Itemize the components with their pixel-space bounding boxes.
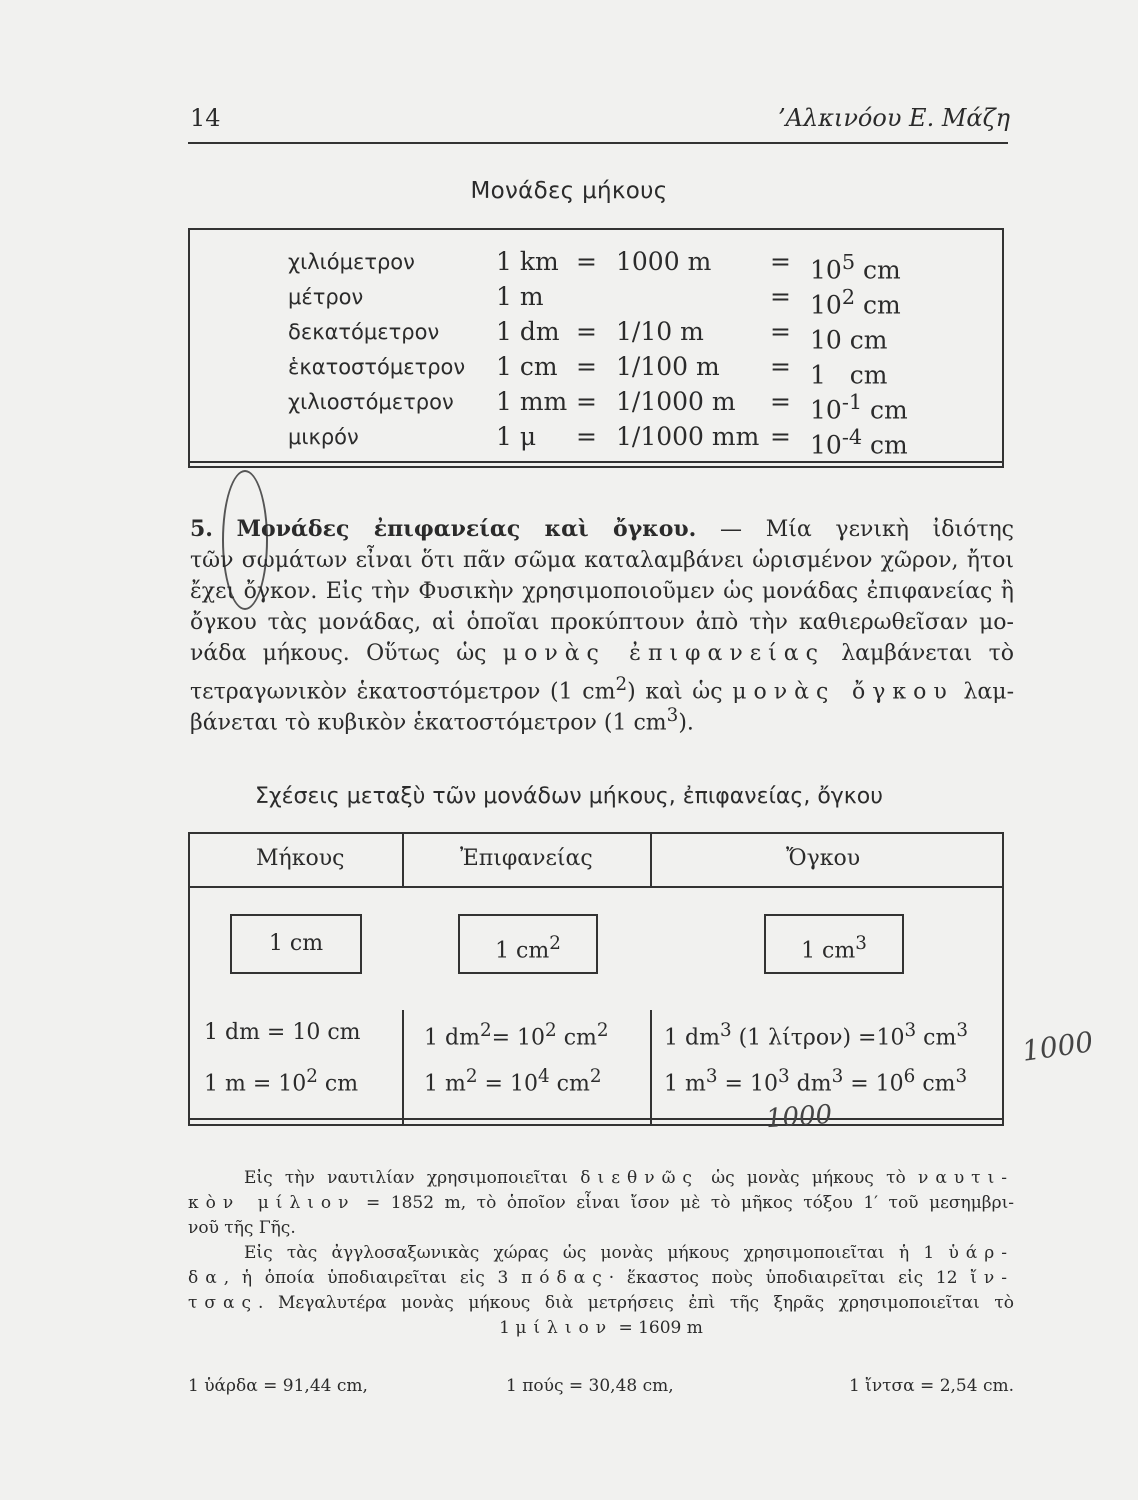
length-row-1: 1 dm = 10 cm (204, 1020, 361, 1045)
column-divider (650, 1010, 652, 1124)
unit-fraction: 1/1000 mm (616, 422, 760, 451)
relations-table (188, 832, 1004, 1126)
length-unit-row (188, 384, 1004, 425)
cm-value: $10^{-1}$ cm (810, 390, 908, 425)
col-header-length: Μήκους (256, 846, 345, 871)
length-unit-row (188, 419, 1004, 460)
para-line: νάδα μήκους. Οὕτως ὡς μονὰς ἐπιφανείας λαμβάνεται τὸ (190, 641, 1015, 666)
section-number: 5. (190, 516, 213, 542)
unit-box-area: 1 $cm^2$ (458, 914, 598, 974)
col-header-area: Ἐπιφανείας (460, 846, 593, 871)
section-5-paragraph: 5. Μονάδες ἐπιφανείας καὶ ὄγκου. — Μία γενικὴ ἰδιότης τῶν σωμάτων εἶναι ὅτι πᾶν σῶμα καταλαμβάνει ὡρισμένον χῶρον, ἤτοι ἔχει ὄγκον. Εἰς τὴν Φυσικὴν χρησιμοποιοῦμεν ὡς μονάδας ἐπιφανείας ἢ ὄγκου τὰς μονάδας, αἱ ὁποῖαι προκύπτουν ἀπὸ τὴν καθιερωθεῖσαν μο- νάδα μήκους. Οὕτως ὡς μονὰς ἐπιφανείας λαμβάνεται τὸ τετραγωνικὸν ἑκατοστόμετρον (1 $cm^2$) καὶ ὡς μονὰς ὄγκου λαμ- βάνεται τὸ κυβικὸν ἑκατοστόμετρον (1 $cm^3$). (190, 516, 1015, 736)
length-row-2: 1 $m = 10^2$ cm (204, 1066, 359, 1097)
note-line: νοῦ τῆς Γῆς. (188, 1218, 296, 1238)
note-line: Εἰς τὰς ἀγγλοσαξωνικὰς χώρας ὡς μονὰς μήκους χρησιμοποιεῖται ἡ 1 ὑάρ- (244, 1243, 1014, 1263)
page-number: 14 (190, 104, 221, 132)
cm-value: 10 cm (810, 325, 888, 355)
cm-value: $10^{-4}$ cm (810, 425, 908, 460)
note-line: Εἰς τὴν ναυτιλίαν χρησιμοποιεῖται διεθνῶς ὡς μονὰς μήκους τὸ ναυτι- (244, 1168, 1014, 1188)
header-rule (190, 886, 1002, 888)
length-unit-row (188, 314, 1004, 355)
cm-value: $10^5$ cm (810, 250, 901, 285)
unit-name: χιλιοστόμετρον (288, 390, 454, 414)
equals-sign: = (770, 282, 791, 311)
length-unit-row (188, 279, 1004, 320)
column-divider (650, 834, 652, 886)
equals-sign: = (576, 387, 597, 416)
unit-fraction: 1/1000 m (616, 387, 736, 416)
unit-symbol: 1 dm (496, 317, 560, 346)
notes-block (188, 1166, 1014, 1341)
length-unit-row (188, 244, 1004, 285)
header-rule (188, 142, 1008, 144)
unit-symbol: 1 m (496, 282, 544, 311)
cm-value: $10^2$ cm (810, 285, 901, 320)
mile-definition: 1 μίλιον = 1609 m (499, 1318, 703, 1338)
length-unit-row (188, 349, 1004, 390)
equals-sign: = (770, 317, 791, 346)
note-line: δα, ἡ ὁποία ὑποδιαιρεῖται εἰς 3 πόδας· ἕκαστος ποὺς ὑποδιαιρεῖται εἰς 12 ἴν- (188, 1268, 1014, 1288)
para-line: τῶν σωμάτων εἶναι ὅτι πᾶν σῶμα καταλαμβάνει ὡρισμένον χῶρον, ἤτοι (190, 548, 1014, 573)
column-divider (402, 1010, 404, 1124)
para-line: ἔχει ὄγκον. Εἰς τὴν Φυσικὴν χρησιμοποιοῦμεν ὡς μονάδας ἐπιφανείας ἢ (190, 579, 1014, 604)
note-line: κὸν μίλιον = 1852 m, τὸ ὁποῖον εἶναι ἴσον μὲ τὸ μῆκος τόξου 1′ τοῦ μεσημβρι- (188, 1193, 1014, 1213)
handwritten-note: 1000 (765, 1099, 834, 1135)
unit-symbol: 1 cm (496, 352, 558, 381)
volume-row-1: 1 $dm^3$ (1 $\lambda ί\tau\rho o\nu) =10^3$ $cm^3$ (664, 1020, 969, 1051)
equals-sign: = (770, 387, 791, 416)
inch-conversion: 1 ἴντσα = 2,54 cm. (848, 1376, 1014, 1396)
unit-box-length: 1 cm (230, 914, 362, 974)
equals-sign: = (770, 247, 791, 276)
unit-name: ἑκατοστόμετρον (288, 355, 466, 379)
unit-box-volume: 1 $cm^3$ (764, 914, 904, 974)
handwritten-margin-note: 1000 (1020, 1025, 1096, 1068)
unit-name: δεκατόμετρον (288, 320, 440, 344)
unit-fraction: 1/10 m (616, 317, 704, 346)
para-line: βάνεται τὸ κυβικὸν ἑκατοστόμετρον (1 $cm^3$). (190, 705, 694, 736)
equals-sign: = (576, 317, 597, 346)
equals-sign: = (770, 352, 791, 381)
conversion-row (188, 1376, 1014, 1401)
para-line: τετραγωνικὸν ἑκατοστόμετρον (1 $cm^2$) καὶ ὡς μονὰς ὄγκου λαμ- (190, 674, 1015, 705)
equals-sign: = (576, 352, 597, 381)
unit-name: μέτρον (288, 285, 364, 309)
note-line: τσας. Μεγαλυτέρα μονὰς μήκους διὰ μετρήσεις ἐπὶ τῆς ξηρᾶς χρησιμοποιεῖται τὸ (188, 1293, 1014, 1313)
yard-conversion: 1 ὑάρδα = 91,44 cm, (188, 1376, 368, 1396)
col-header-volume: Ὄγκου (786, 846, 861, 871)
equals-sign: = (770, 422, 791, 451)
unit-name: χιλιόμετρον (288, 250, 415, 274)
cm-value: 1 cm (810, 360, 888, 390)
column-divider (402, 834, 404, 886)
foot-conversion: 1 πούς = 30,48 cm, (506, 1376, 674, 1396)
length-units-title: Μονάδες μήκους (470, 178, 668, 204)
equals-sign: = (576, 422, 597, 451)
area-row-1: 1 $dm^2= 10^2$ $cm^2$ (424, 1020, 609, 1051)
table-bottom-rule (190, 1118, 1002, 1120)
volume-row-2: 1 $m^3 = 10^3$ $dm^3 = 10^6$ $cm^3$ (664, 1066, 968, 1097)
unit-name: μικρόν (288, 425, 359, 449)
para-line: ὄγκου τὰς μονάδας, αἱ ὁποῖαι προκύπτουν ἀπὸ τὴν καθιερωθεῖσαν μο- (190, 610, 1014, 635)
unit-symbol: 1 km (496, 247, 559, 276)
unit-symbol: 1 mm (496, 387, 568, 416)
area-row-2: 1 $m^2 = 10^4$ $cm^2$ (424, 1066, 602, 1097)
equals-sign: = (576, 247, 597, 276)
unit-fraction: 1000 m (616, 247, 712, 276)
section-heading: Μονάδες ἐπιφανείας καὶ ὄγκου. (236, 516, 697, 542)
unit-symbol: 1 μ (496, 422, 537, 451)
unit-fraction: 1/100 m (616, 352, 720, 381)
relations-title: Σχέσεις μεταξὺ τῶν μονάδων μήκους, ἐπιφανείας, ὄγκου (255, 784, 883, 809)
running-header-author: ’Αλκινόου Ε. Μάζη (778, 104, 1010, 132)
